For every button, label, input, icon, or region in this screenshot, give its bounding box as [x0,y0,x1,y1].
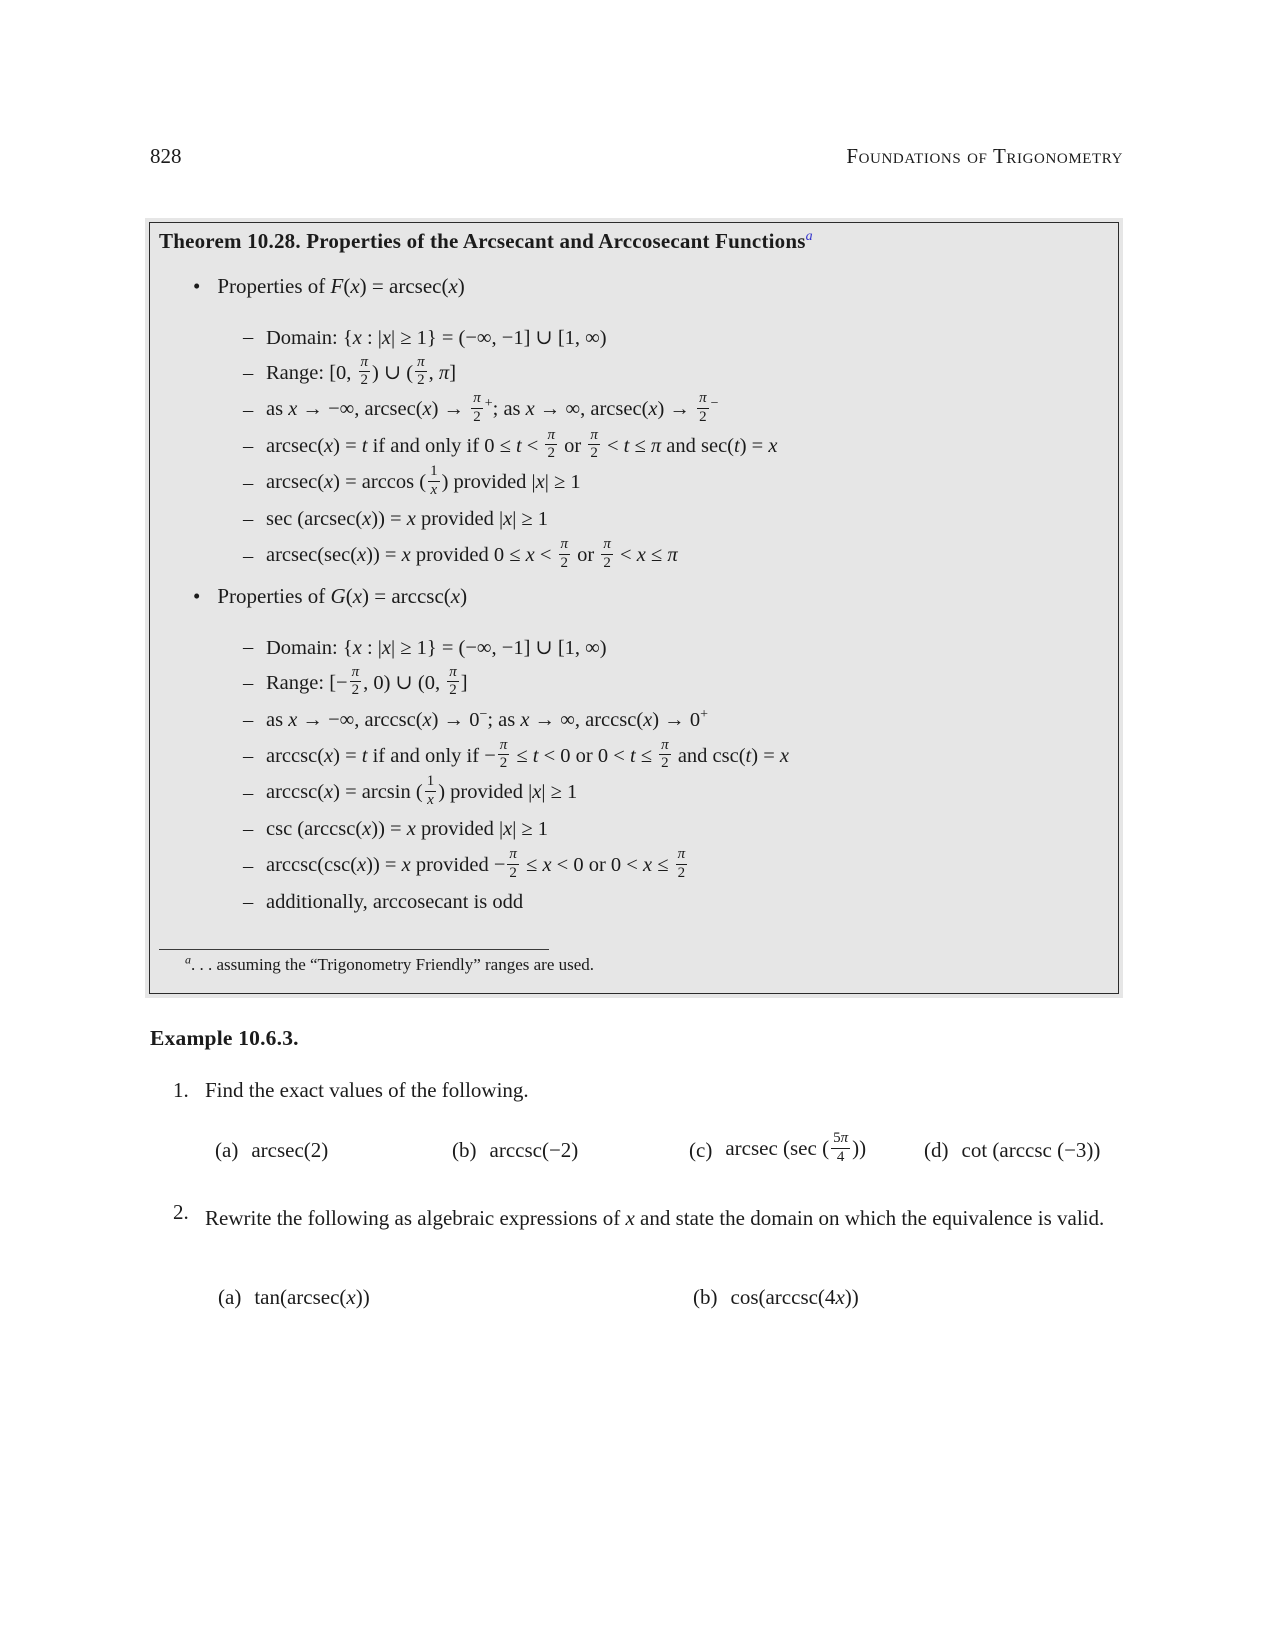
theorem-footnote [159,949,594,975]
dash-icon: – [243,435,254,458]
footnote-text [159,952,595,975]
list-item [150,426,1114,466]
part-label: (b) [693,1284,718,1309]
item-2-text: Rewrite the following as algebraic expressions of x and state the domain on which the equivalence is valid. [205,1206,1105,1230]
property-text: arccsc(x) = arcsin ( $\frac{1}{x}$ ) provided |x| ≥ 1 [266,773,578,808]
bullet-arccsc-label: Properties of G(x) = arccsc(x) [217,583,468,608]
dash-icon: – [243,818,254,841]
part-expression: cot (arccsc (−3)) [961,1137,1101,1162]
dash-icon: – [243,635,254,658]
dash-icon: – [243,325,254,348]
item-1-text: Find the exact values of the following. [205,1078,529,1102]
dash-icon: – [243,891,254,914]
list-item [150,538,1114,575]
part-2b [693,1272,859,1322]
list-item [150,812,1114,849]
property-text: csc (arccsc(x)) = x provided |x| ≥ 1 [266,818,549,841]
property-text: as x → −∞, arccsc(x) → 0−; as x → ∞, arccsc(x) → 0+ [266,706,708,731]
part-1d [924,1118,1100,1182]
bullet-arcsec-label: Properties of F(x) = arcsec(x) [217,273,465,298]
bullet-arcsec-properties [193,271,465,301]
theorem-box [145,218,1123,998]
arccsc-properties-list [150,629,1114,921]
running-head: Foundations of Trigonometry [846,144,1123,168]
dash-icon: – [243,854,254,877]
bullet-icon: • [193,273,201,298]
theorem-title [159,229,813,254]
part-expression: arcsec (sec ( $\frac{5\pi}{4}$ )) [725,1129,867,1165]
part-expression: arccsc(−2) [489,1137,579,1162]
bullet-icon: • [193,583,201,608]
footnote-body: . . . assuming the “Trigonometry Friendly” ranges are used. [191,955,595,974]
list-item [150,702,1114,739]
dash-icon: – [243,398,254,421]
property-text: Domain: {x : |x| ≥ 1} = (−∞, −1] ∪ [1, ∞) [266,326,607,349]
theorem-title-text: Theorem 10.28. Properties of the Arcsecant and Arccosecant Functions [159,229,806,253]
theorem-box-frame [149,222,1119,994]
property-text: Range: [0, $\frac{\pi}{2}$ ) ∪ ( $\frac{\pi}{2}$ , π] [266,353,457,389]
footnote-mark: a [185,952,191,967]
part-label: (d) [924,1137,949,1162]
footnote-rule [159,949,549,950]
dash-icon: – [243,672,254,695]
property-text: additionally, arccosecant is odd [266,891,524,914]
list-item [150,465,1114,502]
part-2a [218,1272,370,1322]
list-item [150,629,1114,666]
property-text: arccsc(x) = t if and only if − $\frac{\pi}{2}$ ≤ t < 0 or 0 < t ≤ $\frac{\pi}{2}$ and csc(t) = x [266,736,789,772]
part-label: (b) [452,1137,477,1162]
example-heading: Example 10.6.3. [150,1026,299,1050]
list-item [150,848,1114,885]
list-item [150,353,1114,393]
bullet-arccsc-properties [193,581,467,611]
item-2-number: 2. [173,1200,189,1224]
dash-icon: – [243,708,254,731]
part-1b [452,1118,578,1182]
list-item [150,736,1114,776]
dash-icon: – [243,781,254,804]
item-1-number: 1. [173,1078,189,1102]
property-text: as x → −∞, arcsec(x) → $\frac{\pi}{2}$ +; as x → ∞, arcsec(x) → $\frac{\pi}{2}$ − [266,390,719,425]
list-item [150,663,1114,703]
list-item [150,392,1114,429]
part-label: (c) [689,1137,713,1162]
dash-icon: – [243,362,254,385]
property-text: arccsc(csc(x)) = x provided − $\frac{\pi}{2}$ ≤ x < 0 or 0 < x ≤ $\frac{\pi}{2}$ [266,846,686,881]
property-text: Range: [− $\frac{\pi}{2}$ , 0) ∪ (0, $\frac{\pi}{2}$ ] [266,663,468,699]
list-item [150,319,1114,356]
page-number: 828 [150,144,182,168]
dash-icon: – [243,471,254,494]
part-label: (a) [218,1284,242,1309]
dash-icon: – [243,508,254,531]
part-expression: cos(arccsc(4x)) [730,1284,859,1309]
part-1a [215,1118,328,1182]
property-text: arcsec(x) = t if and only if 0 ≤ t < $\frac{\pi}{2}$ or $\frac{\pi}{2}$ < t ≤ π and sec(t) = x [266,426,778,462]
part-label: (a) [215,1137,239,1162]
part-1c [689,1118,866,1182]
list-item [150,775,1114,812]
part-expression: arcsec(2) [251,1137,329,1162]
property-text: Domain: {x : |x| ≥ 1} = (−∞, −1] ∪ [1, ∞) [266,636,607,659]
page-header [150,144,1123,169]
list-item [150,502,1114,539]
dash-icon: – [243,544,254,567]
list-item [150,885,1114,922]
property-text: arcsec(x) = arccos ( $\frac{1}{x}$ ) provided |x| ≥ 1 [266,463,581,498]
part-expression: tan(arcsec(x)) [254,1284,370,1309]
property-text: arcsec(sec(x)) = x provided 0 ≤ x < $\frac{\pi}{2}$ or $\frac{\pi}{2}$ < x ≤ π [266,536,678,571]
dash-icon: – [243,745,254,768]
property-text: sec (arcsec(x)) = x provided |x| ≥ 1 [266,508,549,531]
arcsec-properties-list [150,319,1114,575]
theorem-footnote-mark: a [805,229,813,244]
